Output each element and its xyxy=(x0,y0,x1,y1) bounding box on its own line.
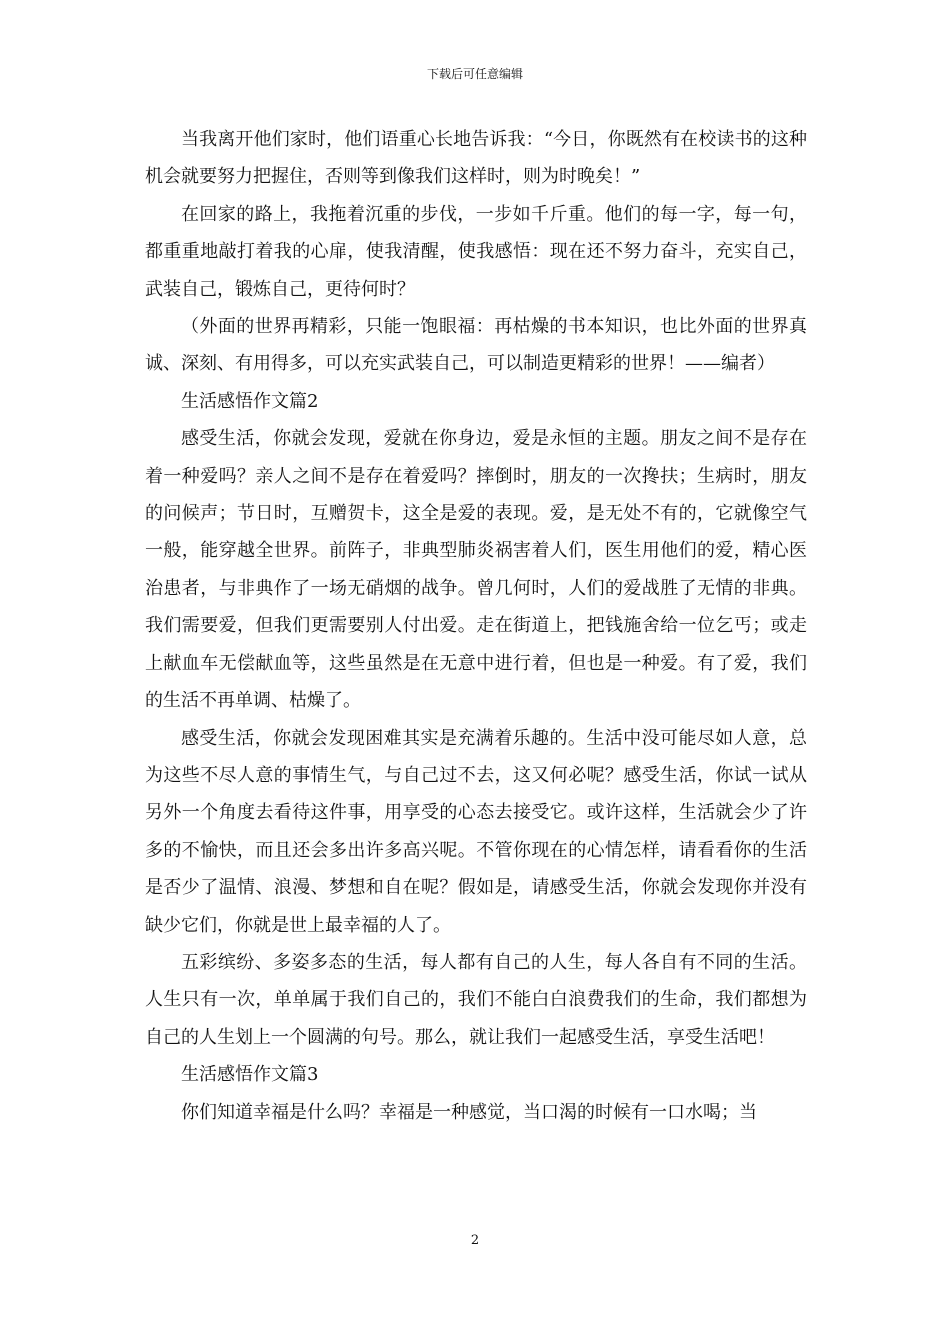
paragraph: 你们知道幸福是什么吗？幸福是一种感觉，当口渴的时候有一口水喝；当 xyxy=(181,1101,757,1123)
paragraph: 感受生活，你就会发现，爱就在你身边，爱是永恒的主题。朋友之间不是存在着一种爱吗？亲人之间不是存在着爱吗？摔倒时，朋友的一次搀扶；生病时，朋友的问候声；节日时，互赠贺卡，这全是爱的表现。爱，是无处不有的，它就像空气一般，能穿越全世界。前阵子，非典型肺炎祸害着人们，医生用他们的爱，精心医治患者，与非典作了一场无硝烟的战争。曾几何时，人们的爱战胜了无情的非典。我们需要爱，但我们更需要别人付出爱。走在街道上，把钱施舍给一位乞丐；或走上献血车无偿献血等，这些虽然是在无意中进行着，但也是一种爱。有了爱，我们的生活不再单调、枯燥了。 xyxy=(145,428,807,712)
section-title: 生活感悟作文篇2 xyxy=(181,390,319,412)
editor-note: （外面的世界再精彩，只能一饱眼福：再枯燥的书本知识，也比外面的世界真诚、深刻、有用得多，可以充实武装自己，可以制造更精彩的世界！——编者） xyxy=(145,316,807,375)
page-number: 2 xyxy=(470,1233,480,1248)
document-body xyxy=(145,121,807,1131)
paragraph: 感受生活，你就会发现困难其实是充满着乐趣的。生活中没可能尽如人意，总为这些不尽人意的事情生气，与自己过不去，这又何必呢？感受生活，你试一试从另外一个角度去看待这件事，用享受的心态去接受它。或许这样，生活就会少了许多的不愉快，而且还会多出许多高兴呢。不管你现在的心情怎样，请看看你的生活是否少了温情、浪漫、梦想和自在呢？假如是，请感受生活，你就会发现你并没有缺少它们，你就是世上最幸福的人了。 xyxy=(145,727,807,936)
paragraph: 当我离开他们家时，他们语重心长地告诉我：“今日，你既然有在校读书的这种机会就要努力把握住，否则等到像我们这样时，则为时晚矣！” xyxy=(145,129,807,188)
paragraph: 在回家的路上，我拖着沉重的步伐，一步如千斤重。他们的每一字，每一句，都重重地敲打着我的心扉，使我清醒，使我感悟：现在还不努力奋斗，充实自己，武装自己，锻炼自己，更待何时？ xyxy=(145,203,807,300)
paragraph: 五彩缤纷、多姿多态的生活，每人都有自己的人生，每人各自有不同的生活。人生只有一次，单单属于我们自己的，我们不能白白浪费我们的生命，我们都想为自己的人生划上一个圆满的句号。那么，就让我们一起感受生活，享受生活吧！ xyxy=(145,951,807,1048)
page-header: 下载后可任意编辑 xyxy=(426,67,523,81)
section-title: 生活感悟作文篇3 xyxy=(181,1064,319,1086)
